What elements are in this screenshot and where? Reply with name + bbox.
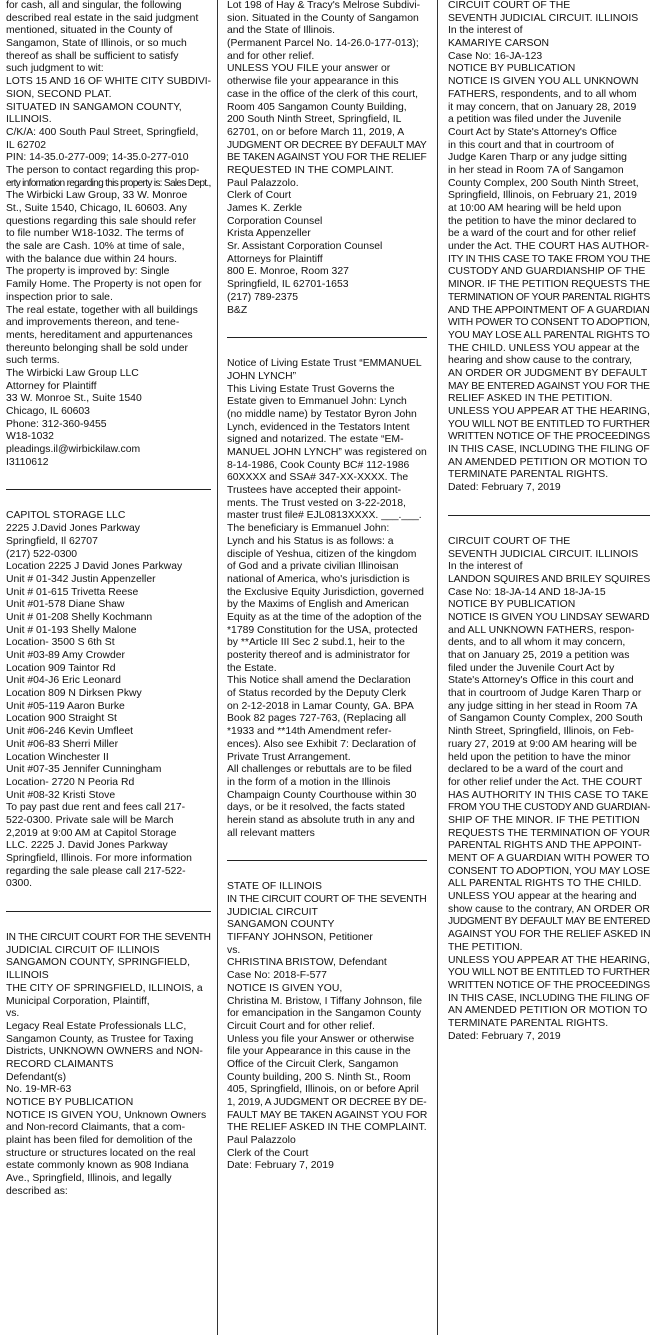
notice-line: on 2-12-2018 in Lamar County, GA. BPA: [227, 700, 414, 712]
notice-line: file your Appearance in this cause in the: [227, 1046, 411, 1058]
notice-separator: [227, 860, 427, 861]
notice-line: Unit #04-J6 Eric Leonard: [6, 675, 121, 687]
notice-line: MENT OF A GUARDIAN WITH POWER TO: [448, 853, 650, 864]
notice-separator: [6, 911, 211, 912]
notice-line: signed and notarized. The estate “EM-: [227, 434, 404, 446]
notice-line: MAY BE ENTERED AGAINST YOU FOR THE: [448, 380, 650, 392]
notice-line: Unit #07-35 Jennifer Cunningham: [6, 764, 162, 776]
notice-line: herein stand as absolute truth in any and: [227, 814, 415, 826]
notice-line: Office of the Circuit Clerk, Sangamon: [227, 1058, 399, 1070]
notice-line: be a ward of the court and for other relief: [448, 228, 636, 240]
notice-line: Location- 2720 N Peoria Rd: [6, 776, 135, 788]
notice-line: Circuit Court and for other relief.: [227, 1020, 375, 1032]
notice-line: THE RELIEF ASKED IN THE COMPLAINT.: [227, 1122, 427, 1134]
notice-line: RECORD CLAIMANTS: [6, 1058, 114, 1070]
notice-line: Lynch and his Status is as follows: a: [227, 535, 394, 547]
notice-line: Sr. Assistant Corporation Counsel: [227, 241, 383, 253]
notice-line: PIN: 14-35.0-277-009; 14-35.0-277-010: [6, 152, 189, 164]
notice-line: Date: February 7, 2019: [227, 1160, 334, 1172]
notice-line: Estate given to Emmanuel John: Lynch: [227, 396, 407, 408]
notice-line: JUDGMENT OR DECREE BY DEFAULT MAY: [227, 139, 427, 151]
notice-line: ruary 27, 2019 at 9:00 AM hearing will be: [448, 738, 637, 750]
notice-line: Unit # 01-208 Shelly Kochmann: [6, 611, 153, 623]
notice-line: AN AMENDED PETITION OR MOTION TO: [448, 1005, 648, 1017]
notice-line: Equity as at the time of the adoption of the: [227, 611, 422, 623]
notice-line: Chicago, IL 60603: [6, 406, 90, 417]
notice-line: CIRCUIT COURT OF THE: [448, 0, 571, 11]
notice-line: Case No: 2018-F-577: [227, 970, 327, 982]
notice-line: Corporation Counsel: [227, 215, 323, 227]
notice-line: SEVENTH JUDICIAL CIRCUIT. ILLINOIS: [448, 548, 639, 560]
notice-line: master trust file# EJL0813XXXX. ___.___.: [227, 510, 422, 522]
notice-line: of God and a private civilian Illinoisan: [227, 561, 399, 573]
notice-line: erty information regarding this property is: Sales Dept.,: [6, 177, 211, 189]
notice-line: The real estate, together with all buildings: [6, 304, 198, 316]
notice-line: in the form of a motion in the Illinois: [227, 776, 391, 788]
notice-line: Municipal Corporation, Plaintiff,: [6, 995, 150, 1007]
notice-line: STATE OF ILLINOIS: [227, 881, 322, 893]
notice-line: UNLESS YOU appear at the hearing and: [448, 891, 637, 903]
notice-line: questions regarding this sale should refer: [6, 215, 197, 227]
notice-line: In the interest of: [448, 25, 523, 37]
notice-line: the sale are Cash. 10% at time of sale,: [6, 241, 185, 253]
notice-line: AN ORDER OR JUDGMENT BY DEFAULT: [448, 367, 648, 379]
notice-line: Springfield, Illinois. For more information: [6, 853, 192, 864]
notice-line: for emancipation in the Sangamon County: [227, 1008, 422, 1020]
notice-line: plaint has been filed for demolition of the: [6, 1135, 193, 1147]
notice-separator: [227, 337, 427, 338]
notice-line: FROM YOU THE CUSTODY AND GUARDIAN-: [448, 802, 650, 814]
notice-line: ILLINOIS: [6, 970, 49, 982]
notice-line: inspection prior to sale.: [6, 291, 113, 303]
notice-line: Krista Appenzeller: [227, 228, 311, 240]
legal-notice: [227, 881, 427, 1173]
notice-line: THE CHILD. UNLESS YOU appear at the: [448, 342, 640, 354]
notice-line: at 10:00 AM hearing will be held upon: [448, 203, 622, 214]
legal-notice: [448, 536, 650, 1044]
notice-line: any judge sitting in her stead in Room 7A: [448, 700, 638, 712]
notice-line: ments. The Trust vested on 3-22-2018,: [227, 497, 406, 509]
notice-line: IL 62702: [6, 139, 47, 151]
notice-line: national of America, who's jurisdiction is: [227, 573, 410, 585]
notice-line: Paul Palazzolo.: [227, 177, 299, 189]
notice-line: NOTICE IS GIVEN YOU,: [227, 982, 343, 994]
notice-line: Clerk of the Court: [227, 1147, 309, 1159]
notice-line: all relevant matters: [227, 827, 315, 839]
notice-line: 1, 2019, A JUDGMENT OR DECREE BY DE-: [227, 1097, 427, 1108]
notice-line: County building, 200 S. Ninth St., Room: [227, 1071, 411, 1083]
notice-line: AGAINST YOU FOR THE RELIEF ASKED IN: [448, 929, 650, 941]
notice-line: sion. Situated in the County of Sangamon: [227, 12, 419, 24]
notice-line: Lot 198 of Hay & Tracy's Melrose Subdivi-: [227, 0, 421, 11]
notice-line: (no middle name) by Testator Byron John: [227, 408, 417, 420]
notice-line: Private Trust Arrangement.: [227, 751, 351, 763]
notice-line: In the interest of: [448, 561, 523, 573]
notice-line: Districts, UNKNOWN OWNERS and NON-: [6, 1046, 203, 1058]
notice-line: KAMARIYE CARSON: [448, 38, 550, 50]
notice-line: YOU MAY LOSE ALL PARENTAL RIGHTS TO: [448, 329, 650, 341]
notice-line: Unit # 01-615 Trivetta Reese: [6, 586, 139, 598]
notice-line: Legacy Real Estate Professionals LLC,: [6, 1020, 187, 1032]
notice-line: Location Winchester II: [6, 751, 109, 763]
notice-line: UNLESS YOU FILE your answer or: [227, 63, 391, 75]
notice-line: SANGAMON COUNTY, SPRINGFIELD,: [6, 957, 190, 969]
notice-line: *1789 Constitution for the USA, protected: [227, 624, 418, 636]
notice-line: TERMINATE PARENTAL RIGHTS.: [448, 1017, 609, 1029]
notice-line: This Living Estate Trust Governs the: [227, 383, 395, 395]
notice-line: the Estate.: [227, 662, 277, 674]
notice-line: NOTICE IS GIVEN YOU, Unknown Owners: [6, 1109, 207, 1121]
notice-line: James K. Zerkle: [227, 203, 303, 214]
legal-notice: [227, 0, 427, 317]
notice-line: IN THE CIRCUIT COURT OF THE SEVENTH: [227, 894, 427, 905]
notice-line: Unit #01-578 Diane Shaw: [6, 599, 125, 611]
notice-line: hearing and show cause to the contrary,: [448, 355, 633, 367]
notice-line: LOTS 15 AND 16 OF WHITE CITY SUBDIVI-: [6, 76, 211, 88]
notice-line: Springfield, IL 62701-1653: [227, 279, 349, 291]
notice-line: of Status recorded by the Deputy Clerk: [227, 688, 407, 700]
notice-line: (217) 789-2375: [227, 291, 299, 303]
notice-line: IN THIS CASE, INCLUDING THE FILING OF: [448, 444, 650, 456]
notice-line: the petition to have the minor declared to: [448, 215, 637, 227]
notice-line: 2,2019 at 9:00 AM at Capitol Storage: [6, 827, 177, 839]
notice-line: Unless you file your Answer or otherwise: [227, 1033, 415, 1045]
notice-line: IN THE CIRCUIT COURT FOR THE SEVENTH: [6, 932, 211, 944]
notice-line: it may concern, that on January 28, 2019: [448, 101, 637, 113]
notice-line: 405, Springfield, Illinois, on or before April: [227, 1084, 419, 1096]
notice-line: County Complex, 200 South Ninth Street,: [448, 177, 639, 189]
notice-line: Sangamon, State of Illinois, or so much: [6, 38, 187, 50]
notice-line: Defendant(s): [6, 1071, 67, 1083]
notice-line: and improvements thereon, and tene-: [6, 317, 180, 329]
notice-line: Attorneys for Plaintiff: [227, 253, 323, 265]
notice-line: filed under the Juvenile Court Act by: [448, 662, 615, 674]
notice-line: Unit # 01-193 Shelly Malone: [6, 624, 137, 636]
notice-line: to file number W18-1032. The terms of: [6, 228, 184, 240]
notice-line: Ave., Springfield, Illinois, and legally: [6, 1173, 172, 1185]
notice-line: for other relief under the Act. THE COURT: [448, 776, 643, 788]
notice-line: PARENTAL RIGHTS AND THE APPOINT-: [448, 840, 642, 852]
notice-line: NOTICE BY PUBLICATION: [6, 1097, 134, 1108]
notice-line: C/K/A: 400 South Paul Street, Springfield,: [6, 126, 199, 138]
notice-line: REQUESTED IN THE COMPLAINT.: [227, 164, 394, 176]
notice-line: Book 82 pages 727-763, (Replacing all: [227, 713, 407, 725]
notice-line: pleadings.il@wirbickilaw.com: [6, 444, 141, 456]
notice-line: CHRISTINA BRISTOW, Defendant: [227, 957, 387, 969]
notice-line: case in the office of the clerk of this court,: [227, 88, 418, 100]
notice-line: dents, and to all whom it may concern,: [448, 637, 626, 649]
notice-line: The beneficiary is Emmanuel John:: [227, 523, 390, 535]
notice-line: (Permanent Parcel No. 14-26.0-177-013);: [227, 38, 419, 50]
notice-line: JOHN LYNCH”: [227, 370, 297, 382]
notice-line: 522-0300. Private sale will be March: [6, 814, 174, 826]
notice-line: Family Home. The Property is not open for: [6, 279, 202, 291]
notice-line: mentioned, situated in the County of: [6, 25, 173, 37]
notice-line: CIRCUIT COURT OF THE: [448, 535, 571, 547]
notice-line: Springfield, Il 62707: [6, 535, 98, 547]
notice-line: State's Attorney's Office in this court and: [448, 675, 634, 687]
notice-line: LANDON SQUIRES AND BRILEY SQUIRES: [448, 573, 650, 585]
notice-line: 800 E. Monroe, Room 327: [227, 266, 349, 278]
notice-line: W18-1032: [6, 431, 54, 443]
notice-line: Case No: 16-JA-123: [448, 50, 543, 62]
notice-line: Attorney for Plaintiff: [6, 380, 97, 392]
notice-line: IN THIS CASE, INCLUDING THE FILING OF: [448, 992, 650, 1004]
notice-line: Christina M. Bristow, I Tiffany Johnson, file: [227, 995, 423, 1007]
notice-line: Clerk of Court: [227, 190, 292, 202]
notice-line: Location 909 Taintor Rd: [6, 662, 116, 674]
notice-line: estate commonly known as 908 Indiana: [6, 1160, 189, 1172]
notice-line: Dated: February 7, 2019: [448, 482, 561, 494]
notice-separator: [448, 515, 650, 516]
notice-line: ences). Also see Exhibit 7: Declaration of: [227, 738, 416, 750]
notice-line: MANUEL JOHN LYNCH” was registered on: [227, 447, 427, 458]
notice-line: UNLESS YOU APPEAR AT THE HEARING,: [448, 406, 650, 417]
notice-line: SION, SECOND PLAT.: [6, 88, 112, 100]
notice-line: JUDICIAL CIRCUIT: [227, 906, 318, 918]
notice-line: TIFFANY JOHNSON, Petitioner: [227, 932, 373, 944]
notice-line: THE CITY OF SPRINGFIELD, ILLINOIS, a: [6, 982, 203, 994]
notice-line: AN AMENDED PETITION OR MOTION TO: [448, 456, 648, 468]
notice-line: All challenges or rebuttals are to be filed: [227, 764, 412, 776]
notice-line: 0300.: [6, 878, 33, 890]
notice-line: NOTICE BY PUBLICATION: [448, 63, 576, 75]
notice-line: by **Article III Sec 2 subd.1, heir to the: [227, 637, 405, 649]
notice-line: Court Act by State's Attorney's Office: [448, 126, 617, 138]
notice-line: JUDGMENT BY DEFAULT MAY BE ENTERED: [448, 916, 650, 928]
notice-line: NOTICE BY PUBLICATION: [448, 599, 576, 611]
notice-line: Unit #08-32 Kristi Stove: [6, 789, 116, 801]
notice-line: that in courtroom of Judge Karen Tharp or: [448, 688, 642, 700]
notice-line: Sangamon County, as Trustee for Taxing: [6, 1033, 194, 1045]
notice-line: days, or be it resolved, the facts stated: [227, 802, 405, 814]
notice-line: HAS AUTHORITY IN THIS CASE TO TAKE: [448, 789, 649, 801]
notice-line: ALL PARENTAL RIGHTS TO THE CHILD.: [448, 878, 642, 890]
notice-line: for cash, all and singular, the following: [6, 0, 182, 11]
notice-line: of Sangamon County Complex, 200 South: [448, 713, 643, 725]
notice-line: 8-14-1986, Cook County BC# 112-1986: [227, 459, 410, 471]
notice-line: AND THE APPOINTMENT OF A GUARDIAN: [448, 304, 650, 316]
notice-line: Judge Karen Tharp or any judge sitting: [448, 152, 627, 164]
notice-line: Springfield, Illinois, on February 21, 2019: [448, 190, 637, 202]
notice-line: SHIP OF THE MINOR. IF THE PETITION: [448, 814, 640, 826]
notice-line: such terms.: [6, 355, 60, 367]
legal-notice: [6, 932, 211, 1198]
notice-line: Trustees have accepted their appoint-: [227, 485, 402, 497]
notice-line: Phone: 312-360-9455: [6, 418, 107, 430]
notice-line: thereunto belonging shall be sold under: [6, 342, 188, 354]
notice-line: regarding the sale please call 217-522-: [6, 865, 186, 877]
notice-line: by the Maxims of English and American: [227, 599, 409, 611]
notice-line: Notice of Living Estate Trust “EMMANUEL: [227, 358, 422, 370]
notice-separator: [6, 489, 211, 490]
notice-line: JUDICIAL CIRCUIT OF ILLINOIS: [6, 944, 160, 956]
notice-line: SITUATED IN SANGAMON COUNTY,: [6, 101, 182, 113]
notice-line: The Wirbicki Law Group, 33 W. Monroe: [6, 190, 188, 202]
notice-line: TERMINATION OF YOUR PARENTAL RIGHTS: [448, 291, 650, 303]
notice-line: a petition was filed under the Juvenile: [448, 114, 622, 126]
notice-line: Ninth Street, Springfield, Illinois, on Feb-: [448, 726, 634, 738]
notice-line: FATHERS, respondents, and to all whom: [448, 88, 637, 100]
notice-line: Location 900 Straight St: [6, 713, 117, 725]
notice-line: and Non-record Claimants, that a com-: [6, 1122, 186, 1134]
notice-line: NOTICE IS GIVEN YOU LINDSAY SEWARD: [448, 611, 650, 623]
notice-line: Case No: 18-JA-14 AND 18-JA-15: [448, 586, 606, 598]
notice-line: Unit #06-246 Kevin Umfleet: [6, 726, 134, 738]
notice-line: ILLINOIS.: [6, 114, 52, 126]
notice-line: held upon the petition to have the minor: [448, 751, 631, 763]
notice-line: Room 405 Sangamon County Building,: [227, 101, 407, 113]
notice-line: TERMINATE PARENTAL RIGHTS.: [448, 469, 609, 481]
notice-line: vs.: [6, 1008, 20, 1020]
column-1: [6, 0, 211, 1335]
notice-line: thereof as shall be sufficient to satisfy: [6, 50, 179, 62]
notice-line: YOU WILL NOT BE ENTITLED TO FURTHER: [448, 967, 650, 979]
notice-line: under the Act. THE COURT HAS AUTHOR-: [448, 241, 649, 253]
notice-line: NOTICE IS GIVEN YOU ALL UNKNOWN: [448, 76, 639, 88]
notice-line: Location 2225 J David Jones Parkway: [6, 561, 183, 573]
notice-line: No. 19-MR-63: [6, 1084, 72, 1096]
notice-line: FAULT MAY BE TAKEN AGAINST YOU FOR: [227, 1109, 427, 1121]
legal-notice: [448, 0, 650, 495]
notice-line: WRITTEN NOTICE OF THE PROCEEDINGS: [448, 979, 650, 991]
notice-line: ITY IN THIS CASE TO TAKE FROM YOU THE: [448, 253, 650, 265]
notice-line: structure or structures located on the real: [6, 1147, 196, 1159]
column-3: [448, 0, 650, 1335]
notice-line: 200 South Ninth Street, Springfield, IL: [227, 114, 402, 126]
legal-notice: [227, 358, 427, 840]
notice-line: 60XXXX and SSA# 347-XX-XXXX. The: [227, 472, 409, 484]
notice-line: and the State of Illinois.: [227, 25, 336, 37]
notice-line: Paul Palazzolo: [227, 1135, 296, 1147]
notice-line: otherwise file your appearance in this: [227, 76, 399, 88]
notice-line: The Wirbicki Law Group LLC: [6, 367, 139, 379]
notice-line: Location 809 N Dirksen Pkwy: [6, 688, 142, 700]
notice-line: the Exclusive Equity Jurisdiction, governed: [227, 586, 424, 598]
notice-line: (217) 522-0300: [6, 548, 78, 560]
notice-line: show cause to the contrary, AN ORDER OR: [448, 903, 650, 915]
notice-line: Unit # 01-342 Justin Appenzeller: [6, 573, 156, 585]
notice-line: Lynch, evidenced in the Testators Intent: [227, 421, 410, 433]
notice-line: Champaign County Courthouse within 30: [227, 789, 417, 801]
notice-line: CAPITOL STORAGE LLC: [6, 510, 126, 522]
legal-notice: [6, 510, 211, 891]
notice-line: that on January 25, 2019 a petition was: [448, 650, 630, 661]
notice-line: ments, hereditament and appurtenances: [6, 329, 193, 341]
notice-line: in this court and that in courtroom of: [448, 139, 614, 151]
notice-line: This Notice shall amend the Declaration: [227, 675, 411, 687]
notice-line: described as:: [6, 1185, 68, 1197]
notice-line: Dated: February 7, 2019: [448, 1030, 561, 1042]
notice-line: The property is improved by: Single: [6, 266, 170, 278]
notice-line: posterity thereof and is administrator for: [227, 650, 411, 661]
notice-line: SEVENTH JUDICIAL CIRCUIT. ILLINOIS: [448, 12, 639, 24]
notice-line: Unit #06-83 Sherri Miller: [6, 738, 119, 750]
notice-line: in her stead in Room 7A of Sangamon: [448, 164, 624, 176]
notice-line: with the balance due within 24 hours.: [6, 253, 177, 265]
notice-line: vs.: [227, 944, 241, 956]
notice-line: CONSENT TO ADOPTION, YOU MAY LOSE: [448, 865, 650, 877]
notice-line: LLC. 2225 J. David Jones Parkway: [6, 840, 168, 852]
notice-line: UNLESS YOU APPEAR AT THE HEARING,: [448, 954, 650, 966]
notice-line: BE TAKEN AGAINST YOU FOR THE RELIEF: [227, 152, 427, 164]
notice-line: St., Suite 1540, Chicago, IL 60603. Any: [6, 203, 187, 214]
notice-line: I3110612: [6, 456, 49, 468]
notice-line: described real estate in the said judgment: [6, 12, 199, 24]
notice-line: CUSTODY AND GUARDIANSHIP OF THE: [448, 266, 646, 278]
notice-line: Unit #03-89 Amy Crowder: [6, 650, 125, 661]
notice-line: *1933 and **14th Amendment refer-: [227, 726, 392, 738]
notice-line: 2225 J.David Jones Parkway: [6, 523, 140, 535]
notice-line: RELIEF ASKED IN THE PETITION.: [448, 393, 613, 405]
notice-line: and ALL UNKNOWN FATHERS, respon-: [448, 624, 635, 636]
notice-line: WRITTEN NOTICE OF THE PROCEEDINGS: [448, 431, 650, 443]
notice-line: declared to be a ward of the court and: [448, 764, 624, 776]
notice-line: YOU WILL NOT BE ENTITLED TO FURTHER: [448, 418, 650, 430]
notice-line: MINOR. IF THE PETITION REQUESTS THE: [448, 279, 650, 291]
notice-line: WITH POWER TO CONSENT TO ADOPTION,: [448, 317, 650, 329]
notice-line: SANGAMON COUNTY: [227, 919, 335, 931]
notice-line: REQUESTS THE TERMINATION OF YOUR: [448, 827, 650, 839]
notice-line: Unit #05-119 Aaron Burke: [6, 700, 125, 712]
notice-line: Location- 3500 S 6th St: [6, 637, 115, 649]
notice-line: disciple of Yeshua, citizen of the kingdom: [227, 548, 417, 560]
notice-line: 62701, on or before March 11, 2019, A: [227, 126, 405, 138]
notice-line: 33 W. Monroe St., Suite 1540: [6, 393, 142, 405]
notice-line: The person to contact regarding this prop-: [6, 164, 200, 176]
notice-line: such judgment to wit:: [6, 63, 104, 75]
legal-notice: [6, 0, 211, 469]
notice-line: THE PETITION.: [448, 941, 523, 953]
column-2: [227, 0, 427, 1335]
notice-line: B&Z: [227, 304, 248, 316]
column-divider: [437, 0, 438, 1335]
notice-line: and for other relief.: [227, 50, 315, 62]
column-divider: [217, 0, 218, 1335]
notice-line: To pay past due rent and fees call 217-: [6, 802, 186, 814]
